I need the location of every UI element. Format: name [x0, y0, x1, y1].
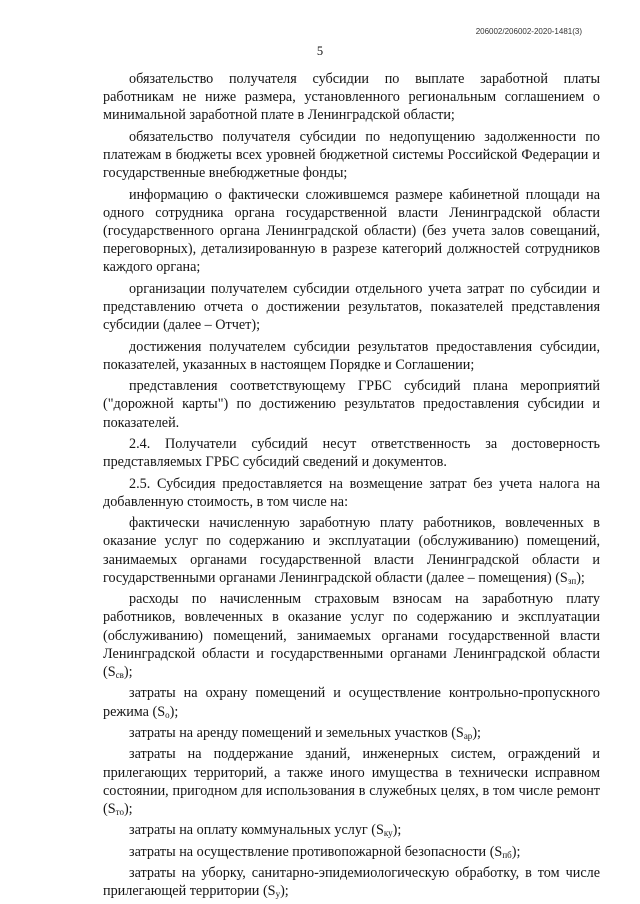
paragraph — [103, 70, 600, 125]
paragraph-text: обязательство получателя субсидии по недопущению задолженности по платежам в бюджеты всех уровней бюджетной системы Российской Федерации и государственные внебюджетные фонды; — [103, 128, 600, 182]
paragraph-tail: ); — [123, 663, 133, 680]
paragraph — [103, 843, 600, 861]
paragraph-text: фактически начисленную заработную плату работников, вовлеченных в оказание услуг по содержанию и эксплуатации (обслуживанию) помещений, занимаемых органами государственной власти Ленинградской области и государственными органами Ленинградской области (далее – помещения) (S — [103, 515, 600, 586]
paragraph-tail: ); — [472, 724, 481, 741]
subscript-index: ку — [383, 828, 393, 839]
paragraph-tail: ); — [511, 843, 521, 860]
paragraph-text: затраты на осуществление противопожарной безопасности (S — [129, 843, 503, 860]
paragraph — [103, 590, 600, 681]
paragraph-text: затраты на уборку, санитарно-эпидемиологическую обработку, в том числе прилегающей территории (S — [103, 865, 600, 900]
subscript-index: зп — [567, 575, 577, 586]
paragraph-text: организации получателем субсидии отдельного учета затрат по субсидии и представлению отчета о достижении результатов, показателей представления субсидии (далее – Отчет); — [103, 280, 600, 334]
paragraph — [103, 514, 600, 587]
paragraph — [103, 128, 600, 183]
subscript-index: о — [165, 709, 170, 720]
paragraph — [103, 821, 600, 839]
subscript-index: у — [275, 889, 281, 900]
paragraph-text: представления соответствующему ГРБС субсидий плана мероприятий ("дорожной карты") по достижению результатов предоставления субсидии и показателей. — [103, 378, 600, 431]
paragraph-text: затраты на аренду помещений и земельных участков (S — [129, 724, 464, 741]
subscript-index: то — [115, 806, 124, 817]
paragraph — [103, 684, 600, 720]
paragraph — [103, 280, 600, 335]
paragraph — [103, 377, 600, 432]
paragraph-text: расходы по начисленным страховым взносам на заработную плату работников, вовлеченных в оказание услуг по содержанию и эксплуатации (обслуживанию) помещений, занимаемых органами государственной власти Ленинградской области и государственными органами Ленинградской области (S — [103, 591, 600, 680]
subscript-index: пб — [502, 849, 512, 860]
paragraph-text: информацию о фактически сложившемся размере кабинетной площади на одного сотрудника органа государственной власти Ленинградской области (государственного органа Ленинградской области) (без учета залов совещаний, переговорных), детализированную в разрезе категорий должностей сотрудников каждого органа; — [103, 186, 600, 276]
paragraph — [103, 724, 600, 742]
paragraph — [103, 475, 600, 511]
paragraph-tail: ); — [169, 703, 179, 720]
paragraph-text: 2.4. Получатели субсидий несут ответственность за достоверность представляемых ГРБС субсидий сведений и документов. — [103, 435, 600, 471]
paragraph-tail: ); — [280, 883, 289, 900]
paragraph-tail: ); — [123, 800, 133, 817]
paragraph — [103, 435, 600, 471]
paragraph-text: затраты на охрану помещений и осуществление контрольно-пропускного режима (S — [103, 685, 600, 720]
paragraph — [103, 186, 600, 277]
subscript-index: ар — [463, 730, 473, 741]
paragraph — [103, 864, 600, 900]
registration-stamp: 206002/206002-2020-1481(3) — [475, 27, 582, 36]
paragraph — [103, 338, 600, 374]
document-body — [103, 70, 600, 904]
page-number: 5 — [316, 44, 324, 58]
paragraph-tail: ); — [576, 569, 585, 586]
paragraph-text: затраты на поддержание зданий, инженерных систем, ограждений и прилегающих территорий, а также иного имущества в технически исправном состоянии, пригодном для использования в служебных целях, в том числе ремонт (S — [103, 746, 600, 817]
paragraph-text: достижения получателем субсидии результатов предоставления субсидии, показателей, указанных в настоящем Порядке и Соглашении; — [103, 338, 600, 373]
paragraph-tail: ); — [392, 822, 402, 839]
subscript-index: св — [115, 669, 124, 680]
paragraph-text: обязательство получателя субсидии по выплате заработной платы работникам не ниже размера, установленного региональным соглашением о минимальной заработной плате в Ленинградской области; — [103, 71, 600, 124]
paragraph-text: затраты на оплату коммунальных услуг (S — [129, 822, 384, 839]
paragraph — [103, 745, 600, 818]
paragraph-text: 2.5. Субсидия предоставляется на возмещение затрат без учета налога на добавленную стоимость, в том числе на: — [103, 475, 600, 510]
